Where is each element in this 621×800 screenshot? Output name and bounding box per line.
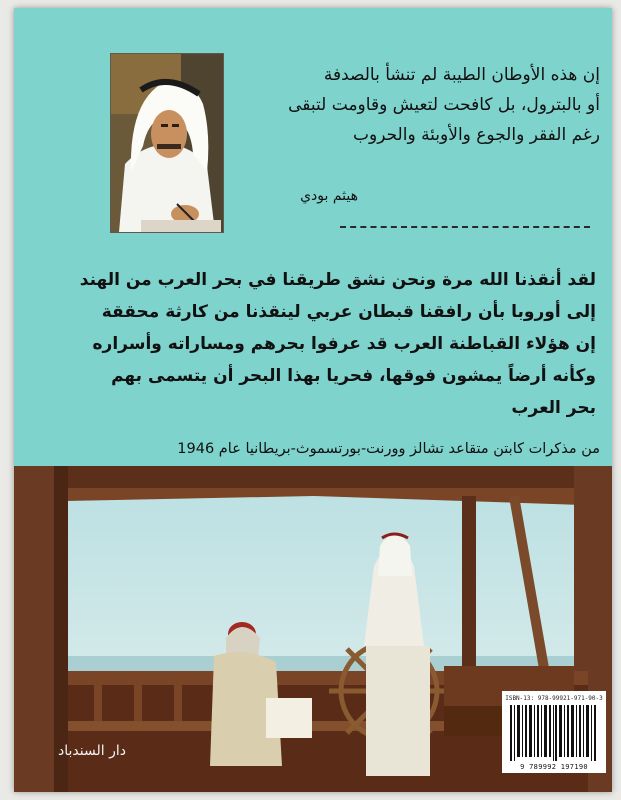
dashed-divider xyxy=(340,226,590,228)
quote-line: رغم الفقر والجوع والأوبئة والحروب xyxy=(352,125,600,145)
story-paragraph xyxy=(28,264,596,424)
author-portrait xyxy=(110,53,224,233)
story-line: إلى أوروبا بأن رافقنا قبطان عربي لينقذنا من كارثة محققة xyxy=(101,302,596,322)
source-attribution: من مذكرات كابتن متقاعد تشالز وورنت-بورتسموث-بريطانيا عام 1946 xyxy=(177,441,600,457)
barcode-bars xyxy=(510,705,598,761)
story-line: إن هؤلاء القباطنة العرب قد عرفوا بحرهم ومساراته وأسراره xyxy=(92,334,596,354)
publisher-name: دار السندباد xyxy=(58,743,126,759)
quote-line: إن هذه الأوطان الطيبة لم تنشأ بالصدفة xyxy=(323,65,600,85)
story-line: لقد أنقذنا الله مرة ونحن نشق طريقنا في بحر العرب من الهند xyxy=(79,270,596,290)
story-line: وكأنه أرضاً يمشون فوقها، فحريا بهذا البحر أن يتسمى بهم xyxy=(111,366,596,386)
quote-line: أو بالبترول، بل كافحت لتعيش وقاومت لتبقى xyxy=(288,95,600,115)
author-quote xyxy=(215,60,600,150)
isbn-label: ISBN-13: 978-99921-971-90-3 xyxy=(505,695,603,702)
isbn-barcode xyxy=(502,691,606,773)
quote-author: هيثم بودي xyxy=(300,188,358,204)
ean-number: 9 789992 197190 xyxy=(520,763,588,771)
book-back-cover xyxy=(14,8,612,792)
story-line: بحر العرب xyxy=(511,398,596,418)
